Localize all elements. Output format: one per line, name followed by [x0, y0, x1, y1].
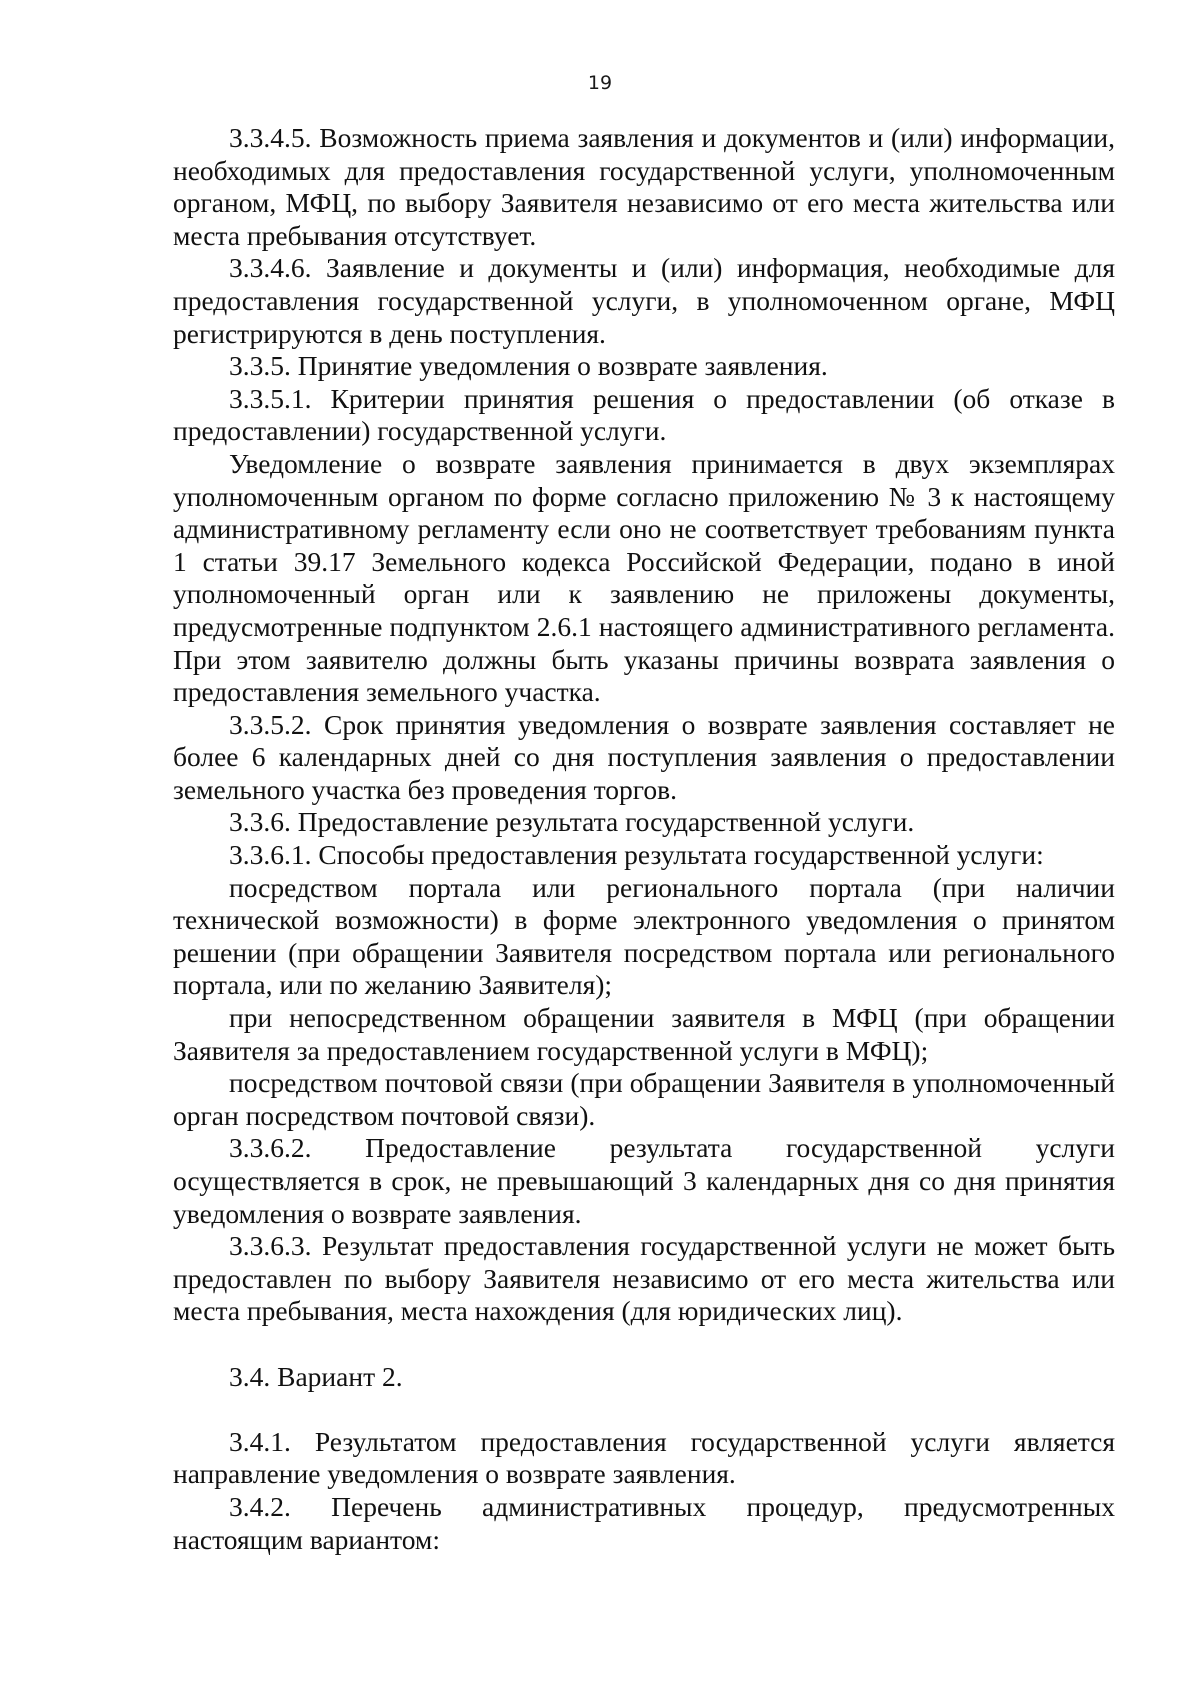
paragraph-3-3-4-5: 3.3.4.5. Возможность приема заявления и документов и (или) информации, необходимых для предоставления государственной услуги, уполномоченным органом, МФЦ, по выбору Заявителя независимо от его места жительства или места пребывания отсутствует. [173, 122, 1115, 251]
paragraph-3-3-5-1: 3.3.5.1. Критерии принятия решения о предоставлении (об отказе в предоставлении) государственной услуги. [173, 382, 1115, 447]
paragraph-3-3-5: 3.3.5. Принятие уведомления о возврате заявления. [229, 350, 828, 382]
paragraph-3-3-6-2: 3.3.6.2. Предоставление результата государственной услуги осуществляется в срок, не превышающий 3 календарных дня со дня принятия уведомления о возврате заявления. [173, 1132, 1115, 1229]
page-number: 19 [587, 72, 613, 94]
paragraph-3-3-6: 3.3.6. Предоставление результата государственной услуги. [229, 806, 915, 838]
document-body [173, 122, 1115, 1556]
paragraph-3-3-5-2: 3.3.5.2. Срок принятия уведомления о возврате заявления составляет не более 6 календарных дней со дня поступления заявления о предоставлении земельного участка без проведения торгов. [173, 708, 1115, 805]
paragraph-3-3-6-1: 3.3.6.1. Способы предоставления результата государственной услуги: [229, 839, 1044, 871]
paragraph-method-post: посредством почтовой связи (при обращении Заявителя в уполномоченный орган посредством почтовой связи). [173, 1067, 1115, 1131]
paragraph-3-4-1: 3.4.1. Результатом предоставления государственной услуги является направление уведомления о возврате заявления. [173, 1425, 1115, 1490]
paragraph-3-4-heading: 3.4. Вариант 2. [229, 1360, 403, 1392]
paragraph-method-mfc: при непосредственном обращении заявителя в МФЦ (при обращении Заявителя за предоставлением государственной услуги в МФЦ); [173, 1002, 1115, 1066]
section-gap [173, 1393, 1115, 1426]
paragraph-3-4-2: 3.4.2. Перечень административных процедур, предусмотренных настоящим вариантом: [173, 1490, 1115, 1555]
section-gap [173, 1328, 1115, 1361]
paragraph-3-3-4-6: 3.3.4.6. Заявление и документы и (или) информация, необходимые для предоставления государственной услуги, в уполномоченном органе, МФЦ регистрируются в день поступления. [173, 252, 1115, 349]
paragraph-notification-criteria: Уведомление о возврате заявления принимается в двух экземплярах уполномоченным органом по форме согласно приложению № 3 к настоящему административному регламенту если оно не соответствует требованиям пункта 1 статьи 39.17 Земельного кодекса Российской Федерации, подано в иной уполномоченный орган или к заявлению не приложены документы, предусмотренные подпунктом 2.6.1 настоящего административного регламента. При этом заявителю должны быть указаны причины возврата заявления о предоставления земельного участка. [173, 447, 1115, 708]
paragraph-3-3-6-3: 3.3.6.3. Результат предоставления государственной услуги не может быть предоставлен по выбору Заявителя независимо от его места жительства или места пребывания, места нахождения (для юридических лиц). [173, 1230, 1115, 1327]
paragraph-method-portal: посредством портала или регионального портала (при наличии технической возможности) в форме электронного уведомления о принятом решении (при обращении Заявителя посредством портала или регионального портала, или по желанию Заявителя); [173, 871, 1115, 1001]
